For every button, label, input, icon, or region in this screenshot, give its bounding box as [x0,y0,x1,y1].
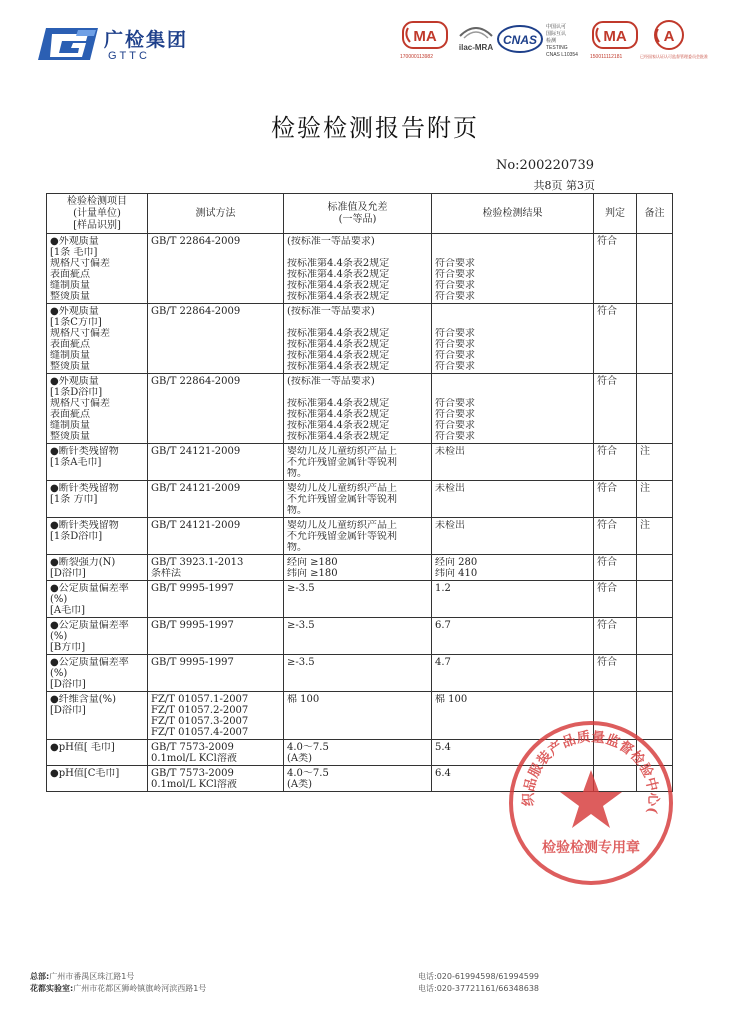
result-line: 经向 280 [435,557,478,568]
item-line: 整烫质量 [50,361,90,372]
standard-line: 按标准第4.4条表2规定 [287,409,390,420]
standard-line: 不允许残留金属针等锐利 [287,457,397,468]
cell-result [432,555,594,581]
standard-line: ≥-3.5 [287,657,315,668]
ilac-mra-mark [456,18,496,64]
cell-item [47,518,148,555]
result-line: 4.7 [435,657,451,668]
method-line: GB/T 9995-1997 [151,583,234,594]
cell-method [148,740,284,766]
item-line: [B方巾] [50,642,86,653]
cell-method [148,766,284,792]
item-line: 整烫质量 [50,431,90,442]
standard-line: (按标准一等品要求) [287,306,375,317]
item-line: ●断针类残留物 [50,446,119,457]
cell-judge: 符合 [594,234,637,304]
inspection-table [46,193,673,792]
item-line: (%) [50,631,68,642]
cell-judge: 符合 [594,581,637,618]
cell-item [47,374,148,444]
cnas-line: CNAS L10354 [546,52,578,58]
item-line: 表面疵点 [50,339,90,350]
item-line: [1条A毛巾] [50,457,102,468]
cell-method [148,234,284,304]
table-row [47,304,673,374]
method-line: FZ/T 01057.4-2007 [151,727,249,738]
method-line: GB/T 24121-2009 [151,520,241,531]
item-line: 表面疵点 [50,269,90,280]
result-line: 6.7 [435,620,451,631]
standard-line: 物。 [287,468,307,479]
item-line: 规格尺寸偏差 [50,398,110,409]
standard-line: 婴幼儿及儿童纺织产品上 [287,483,397,494]
standard-line: 4.0～7.5 [287,768,329,779]
cell-item [47,234,148,304]
cell-judge: 符合 [594,655,637,692]
item-line: ●pH值[ 毛巾] [50,742,115,753]
item-line: [1条D浴巾] [50,531,103,542]
header-item: 检验检测项目 (计量单位) [样品识别] [47,194,148,234]
cell-remark [637,234,673,304]
cell-standard [284,740,432,766]
item-line: ●断针类残留物 [50,483,119,494]
standard-line: (A类) [287,753,313,764]
standard-line: 经向 ≥180 [287,557,338,568]
standard-line [287,247,428,258]
stamp-star-icon [560,770,622,828]
cell-remark: 注 [637,444,673,481]
table-row [47,481,673,518]
cell-judge: 符合 [594,444,637,481]
result-line: 符合要求 [435,398,475,409]
header-method: 测试方法 [148,194,284,234]
cell-item [47,555,148,581]
method-line: 0.1mol/L KCl溶液 [151,779,237,790]
cell-item [47,766,148,792]
cell-result [432,444,594,481]
cell-method [148,518,284,555]
item-line: (%) [50,668,68,679]
ilac-label: ilac-MRA [458,43,494,52]
standard-line: ≥-3.5 [287,620,315,631]
cell-remark [637,618,673,655]
standard-line: 4.0～7.5 [287,742,329,753]
cell-item [47,618,148,655]
cell-item [47,581,148,618]
cell-remark: 注 [637,481,673,518]
cell-standard [284,444,432,481]
cell-remark [637,555,673,581]
cnas-line: 检测 [546,38,557,44]
header-result: 检验检测结果 [432,194,594,234]
result-line: 1.2 [435,583,451,594]
standard-line: (按标准一等品要求) [287,376,375,387]
table-header-row [47,194,673,234]
result-line: 符合要求 [435,431,475,442]
cnas-line: TESTING [546,45,568,51]
cell-remark [637,374,673,444]
result-line: 符合要求 [435,350,475,361]
table-row [47,618,673,655]
result-line: 未检出 [435,520,465,531]
result-line: 未检出 [435,446,465,457]
cell-result [432,518,594,555]
cell-judge: 符合 [594,374,637,444]
cma-mark-2 [590,18,640,64]
result-line [435,376,590,387]
cell-method [148,618,284,655]
cell-standard [284,234,432,304]
footer-addresses [30,971,206,995]
standard-line: 婴幼儿及儿童纺织产品上 [287,520,397,531]
cma-mark-1 [400,18,450,64]
item-line: [D浴巾] [50,679,86,690]
result-line: 符合要求 [435,258,475,269]
header-remark: 备注 [637,194,673,234]
svg-text:MA: MA [603,28,627,45]
phone1-label: 电话: [418,972,437,981]
standard-line [287,317,428,328]
result-line [435,317,590,328]
cal-mark [640,18,708,64]
hq-label: 总部: [30,972,50,981]
result-line: 未检出 [435,483,465,494]
item-line: [1条D浴巾] [50,387,103,398]
cnas-line: 中国认可 [546,24,567,30]
company-logo [38,22,208,68]
standard-line: 物。 [287,542,307,553]
result-line: 符合要求 [435,328,475,339]
method-line: GB/T 22864-2009 [151,236,241,247]
method-line: 条样法 [151,568,181,579]
standard-line: ≥-3.5 [287,583,315,594]
cma-number-2: 150011112181 [590,54,623,60]
standard-line: 按标准第4.4条表2规定 [287,280,390,291]
standard-line: 按标准第4.4条表2规定 [287,291,390,302]
official-stamp [506,718,676,888]
result-line [435,387,590,398]
method-line: FZ/T 01057.3-2007 [151,716,249,727]
standard-line: 按标准第4.4条表2规定 [287,328,390,339]
svg-text:A: A [663,28,675,45]
cnas-label: CNAS [502,33,538,47]
method-line: GB/T 22864-2009 [151,376,241,387]
cell-result [432,481,594,518]
item-line: 表面疵点 [50,409,90,420]
cell-standard [284,374,432,444]
result-line: 符合要求 [435,420,475,431]
cell-item [47,304,148,374]
item-line: 规格尺寸偏差 [50,328,110,339]
result-line: 5.4 [435,742,451,753]
method-line: GB/T 9995-1997 [151,657,234,668]
result-line: 符合要求 [435,361,475,372]
cell-result [432,581,594,618]
cell-standard [284,518,432,555]
cell-standard [284,655,432,692]
cell-item [47,740,148,766]
lab-address: 广州市花都区狮岭镇旗岭河滨西路1号 [73,984,207,993]
header-standard: 标准值及允差 (一等品) [284,194,432,234]
result-line: 棉 100 [435,694,468,705]
cell-method [148,444,284,481]
item-line: 缝制质量 [50,280,90,291]
item-line: [D浴巾] [50,568,86,579]
cell-judge: 符合 [594,304,637,374]
table-row [47,234,673,304]
gttc-logo-icon [38,24,100,64]
standard-line: 按标准第4.4条表2规定 [287,420,390,431]
table-row [47,444,673,481]
method-line: 0.1mol/L KCl溶液 [151,753,237,764]
cell-result [432,618,594,655]
standard-line [287,387,428,398]
svg-text:MA: MA [413,28,437,45]
report-title: 检验检测报告附页 [271,114,479,142]
cell-standard [284,481,432,518]
cell-judge: 符合 [594,555,637,581]
cnas-line: 国际互认 [546,31,567,37]
cell-standard [284,766,432,792]
standard-line: 纬向 ≥180 [287,568,338,579]
item-line: ●断针类残留物 [50,520,119,531]
table-row [47,518,673,555]
result-line: 符合要求 [435,339,475,350]
item-line: ●外观质量 [50,376,99,387]
item-line: ●断裂强力(N) [50,557,116,568]
phone2-label: 电话: [418,984,437,993]
cell-item [47,655,148,692]
table-row [47,555,673,581]
logo-chinese-name: 广检集团 [104,29,189,51]
cell-standard [284,692,432,740]
standard-line: 按标准第4.4条表2规定 [287,350,390,361]
cell-remark: 注 [637,518,673,555]
standard-line: (A类) [287,779,313,790]
cell-item [47,444,148,481]
item-line: [A毛巾] [50,605,86,616]
item-line: ●pH值[C毛巾] [50,768,120,779]
cnas-mark [496,18,544,64]
result-line: 符合要求 [435,291,475,302]
method-line: GB/T 9995-1997 [151,620,234,631]
lab-label: 花都实验室: [30,984,74,993]
item-line: (%) [50,594,68,605]
standard-line: 按标准第4.4条表2规定 [287,361,390,372]
standard-line: 按标准第4.4条表2规定 [287,269,390,280]
result-line: 符合要求 [435,409,475,420]
cell-item [47,481,148,518]
method-line: FZ/T 01057.2-2007 [151,705,249,716]
item-line: ●外观质量 [50,306,99,317]
cnas-text-block [546,24,578,59]
cell-method [148,655,284,692]
cell-method [148,304,284,374]
standard-line: 不允许残留金属针等锐利 [287,494,397,505]
method-line: GB/T 7573-2009 [151,742,234,753]
cell-item [47,692,148,740]
result-line: 符合要求 [435,280,475,291]
method-line: FZ/T 01057.1-2007 [151,694,249,705]
cell-standard [284,618,432,655]
result-line [435,236,590,247]
table-row [47,374,673,444]
cell-standard [284,581,432,618]
result-line [435,306,590,317]
method-line: GB/T 24121-2009 [151,446,241,457]
item-line: ●纤维含量(%) [50,694,117,705]
cell-method [148,481,284,518]
cell-method [148,581,284,618]
report-number: No:200220739 [495,158,594,173]
item-line: [D浴巾] [50,705,86,716]
cell-method [148,374,284,444]
cell-remark [637,581,673,618]
cell-standard [284,555,432,581]
item-line: [1条C方巾] [50,317,102,328]
page-indicator: 共8页 第3页 [533,179,595,192]
table-row [47,655,673,692]
cell-judge: 符合 [594,518,637,555]
phone1: 020-61994598/61994599 [436,972,539,981]
cell-method [148,692,284,740]
table-body [47,234,673,792]
standard-line: 不允许残留金属针等锐利 [287,531,397,542]
table-row [47,581,673,618]
standard-line: 棉 100 [287,694,320,705]
standard-line: 按标准第4.4条表2规定 [287,431,390,442]
item-line: ●公定质量偏差率 [50,620,129,631]
cell-remark [637,655,673,692]
cell-standard [284,304,432,374]
cell-judge: 符合 [594,481,637,518]
item-line: 整烫质量 [50,291,90,302]
standard-line: 婴幼儿及儿童纺织产品上 [287,446,397,457]
cell-remark [637,304,673,374]
method-line: GB/T 22864-2009 [151,306,241,317]
result-line: 纬向 410 [435,568,478,579]
cell-result [432,374,594,444]
method-line: GB/T 24121-2009 [151,483,241,494]
item-line: [1条 毛巾] [50,247,98,258]
hq-address: 广州市番禺区珠江路1号 [49,972,135,981]
stamp-arc-text: 织品服装产品质量监督检验中心( [520,728,662,816]
cell-method [148,555,284,581]
method-line: GB/T 3923.1-2013 [151,557,244,568]
header-judge: 判定 [594,194,637,234]
method-line: GB/T 7573-2009 [151,768,234,779]
standard-line: 物。 [287,505,307,516]
item-line: 规格尺寸偏差 [50,258,110,269]
standard-line: 按标准第4.4条表2规定 [287,258,390,269]
standard-line: (按标准一等品要求) [287,236,375,247]
cell-result [432,304,594,374]
item-line: ●外观质量 [50,236,99,247]
cell-judge: 符合 [594,618,637,655]
cell-result [432,655,594,692]
item-line: 缝制质量 [50,420,90,431]
standard-line: 按标准第4.4条表2规定 [287,339,390,350]
result-line [435,247,590,258]
cal-text: 已经国家认证认可监督管理委员会批准 [640,54,708,59]
standard-line: 按标准第4.4条表2规定 [287,398,390,409]
item-line: ●公定质量偏差率 [50,583,129,594]
logo-english-name: GTTC [108,50,150,62]
phone2: 020-37721161/66348638 [436,984,539,993]
cell-result [432,234,594,304]
stamp-bottom-text: 检验检测专用章 [542,840,640,856]
cma-number-1: 170000113982 [400,54,433,60]
item-line: [1条 方巾] [50,494,98,505]
result-line: 6.4 [435,768,451,779]
item-line: 缝制质量 [50,350,90,361]
footer-phones [418,971,539,995]
item-line: ●公定质量偏差率 [50,657,129,668]
result-line: 符合要求 [435,269,475,280]
